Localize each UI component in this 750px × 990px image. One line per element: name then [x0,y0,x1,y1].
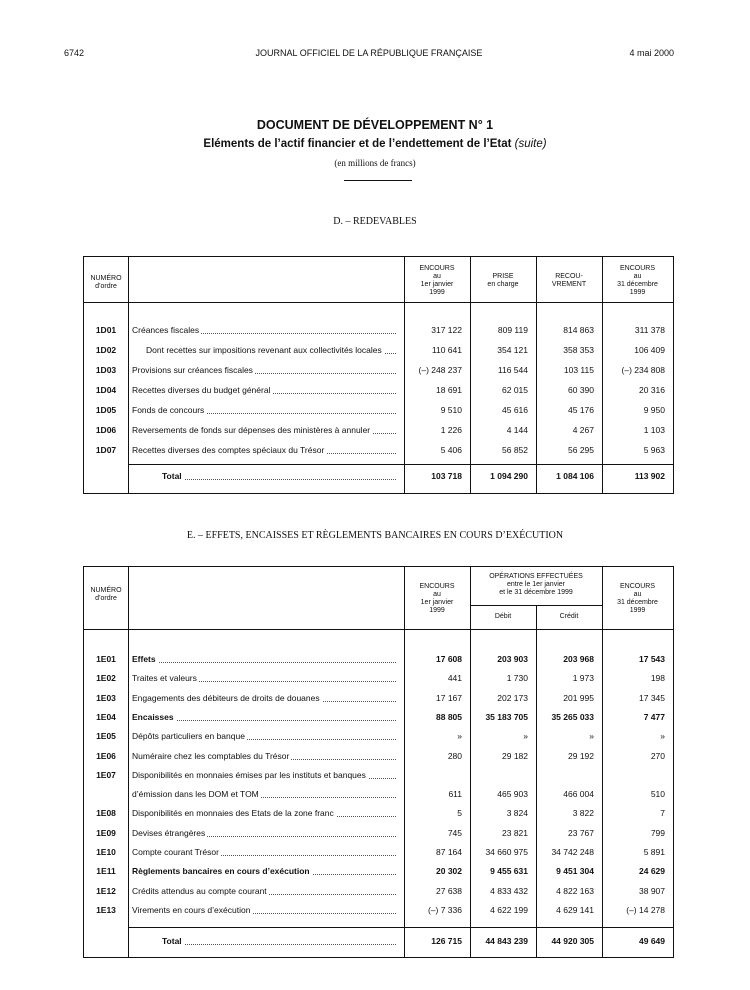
row-label [132,709,398,725]
row-label-text: Créances fiscales [132,325,200,335]
table-row [84,786,673,802]
row-label-text: Effets [132,654,156,664]
value-c1: 5 [457,808,462,819]
row-label-text: Provisions sur créances fiscales [132,365,253,375]
value-c2: 3 824 [506,808,528,819]
value-c1: 611 [448,789,462,800]
table-row [84,342,673,358]
value-c1: 17 167 [436,692,462,703]
row-label [132,844,398,860]
value-c1: 9 510 [440,405,462,415]
value-c4: (–) 14 278 [626,904,665,915]
table-row [84,883,673,899]
row-label-text: Numéraire chez les comptables du Trésor [132,750,290,761]
value-c2: 354 121 [497,345,528,355]
value-c1: (–) 248 237 [418,365,462,375]
header-encours-fin: ENCOURS au 31 décembre 1999 [617,583,658,614]
total-c2: 44 843 239 [485,936,528,946]
value-c2: 465 903 [497,789,528,800]
document-unit: (en millions de francs) [334,158,416,168]
value-c3: 1 973 [572,673,594,684]
total-c3: 44 920 305 [551,936,594,946]
value-c1: 317 122 [431,325,462,335]
value-c1: 441 [447,673,462,684]
document-subtitle: Eléments de l’actif financier et de l’endettement de l’Etat (suite) [203,138,547,150]
row-label [132,902,398,918]
header-recouvrement: RECOU- VREMENT [551,273,587,288]
row-code: 1E05 [96,731,116,742]
value-c3: 203 968 [563,654,594,664]
value-c3: 4 629 141 [556,904,594,915]
value-c3: 34 742 248 [551,847,594,857]
value-c2: 1 730 [506,673,528,684]
value-c3: 29 192 [568,750,594,761]
row-label-text: Recettes diverses des comptes spéciaux du Trésor [132,445,325,455]
value-c2: 203 903 [497,654,528,664]
value-c3 [536,767,594,783]
value-c1: 745 [447,827,462,838]
header-credit: Crédit [559,613,579,620]
row-label-text: d’émission dans les DOM et TOM [132,789,259,800]
value-c4: 106 409 [634,345,665,355]
value-c2: 4 144 [506,425,528,435]
header-numero: NUMÉRO d’ordre [90,587,122,602]
value-c2: 29 182 [502,750,528,761]
value-c2: 116 544 [497,365,528,375]
row-code: 1E06 [96,750,116,761]
value-c2: » [523,731,528,742]
value-c4: 7 477 [643,711,665,722]
value-c3: 466 004 [563,789,594,800]
row-code: 1D07 [95,445,117,455]
row-label [132,883,398,899]
value-c3: 201 995 [563,692,594,703]
row-label-text: Reversements de fonds sur dépenses des ministères à annuler [132,425,371,435]
row-label-text: Traites et valeurs [132,673,197,684]
row-code: 1E04 [96,711,116,722]
table-row [84,863,673,879]
row-code: 1E02 [96,673,116,684]
value-c1: 88 805 [436,711,462,722]
value-c3: 35 265 033 [551,711,594,722]
value-c4: 5 891 [643,847,665,857]
page-number: 6742 [64,48,85,58]
row-label-text: Dépôts particuliers en banque [132,731,245,742]
table-row [84,805,673,821]
value-c3: 358 353 [563,345,594,355]
header-encours-fin: ENCOURS au 31 décembre 1999 [617,265,658,296]
value-c3: 23 767 [568,827,594,838]
row-label [132,382,398,398]
row-code: 1D02 [95,345,117,355]
row-label-text: Virements en cours d’exécution [132,904,251,915]
total-c3: 1 084 106 [556,471,594,481]
value-c3: 3 822 [572,808,594,819]
row-label [132,442,398,458]
table-row [84,442,673,458]
total-label-text: Total [162,471,182,481]
value-c1: 5 406 [440,445,462,455]
row-label-text: Recettes diverses du budget général [132,385,271,395]
row-code [84,786,128,802]
header-numero: NUMÉRO d’ordre [90,275,122,290]
value-c2: 45 616 [502,405,528,415]
value-c1: 18 691 [436,385,462,395]
value-c2: 4 622 199 [490,904,528,915]
row-code: 1D01 [95,325,117,335]
value-c4: 9 950 [643,405,665,415]
table-row [84,362,673,378]
redevables-table [83,256,674,494]
row-code: 1D04 [95,385,117,395]
row-label [132,728,398,744]
value-c4: 17 345 [639,692,665,703]
row-label-text: Disponibilités en monnaies émises par les instituts et banques [132,769,366,780]
row-label-text: Devises étrangères [132,827,206,838]
header-operations: OPÉRATIONS EFFECTUÉES entre le 1er janvier et le 31 décembre 1999 [489,573,583,596]
value-c2: 35 183 705 [485,711,528,722]
value-c3: 60 390 [568,385,594,395]
value-c2: 9 455 631 [490,866,528,877]
row-label-text: Compte courant Trésor [132,847,219,857]
row-label [132,748,398,764]
value-c2: 56 852 [502,445,528,455]
total-c1: 103 718 [431,471,462,481]
row-label [132,651,398,667]
value-c4: 7 [660,808,665,819]
row-code: 1E08 [96,808,116,819]
value-c3: 45 176 [568,405,594,415]
total-c4: 113 902 [634,471,665,481]
document-title: DOCUMENT DE DÉVELOPPEMENT N° 1 [256,118,494,132]
table-row [84,844,673,860]
value-c4: 38 907 [639,885,665,896]
section-e-title: E. – EFFETS, ENCAISSES ET RÈGLEMENTS BANCAIRES EN COURS D’EXÉCUTION [186,530,564,541]
value-c4: 270 [650,750,665,761]
row-code: 1E11 [96,866,116,877]
value-c2 [470,767,528,783]
value-c1: » [457,731,462,742]
row-label [132,690,398,706]
table-row [84,422,673,438]
value-c3: 56 295 [568,445,594,455]
value-c2: 23 821 [502,827,528,838]
leader-dots [162,944,396,945]
row-label [132,863,398,879]
value-c3: 9 451 304 [556,866,594,877]
value-c2: 34 660 975 [485,847,528,857]
row-label-text: Crédits attendus au compte courant [132,885,267,896]
journal-title: JOURNAL OFFICIEL DE LA RÉPUBLIQUE FRANÇAISE [255,48,483,58]
row-code: 1E01 [96,654,116,664]
value-c3: » [589,731,594,742]
header-encours-debut: ENCOURS au 1er janvier 1999 [419,265,455,296]
value-c4: 799 [650,827,665,838]
table-row [84,825,673,841]
row-code: 1E03 [96,692,116,703]
row-label [132,422,398,438]
table-row [84,767,673,783]
row-label [132,825,398,841]
value-c3: 814 863 [563,325,594,335]
value-c2: 62 015 [502,385,528,395]
row-label-text: Encaisses [132,711,174,722]
row-label [132,767,398,783]
row-label-text: Dont recettes sur impositions revenant aux collectivités locales [146,345,382,355]
value-c2: 809 119 [497,325,528,335]
row-label-text: Fonds de concours [132,405,205,415]
row-code: 1D03 [95,365,117,375]
header-encours-debut: ENCOURS au 1er janvier 1999 [419,583,455,614]
page-header [64,48,674,62]
value-c4: 510 [650,789,665,800]
row-code: 1E10 [96,847,116,857]
total-row [84,468,673,484]
table-row [84,382,673,398]
total-c1: 126 715 [431,936,462,946]
value-c2: 202 173 [497,692,528,703]
value-c4: 198 [650,673,665,684]
value-c1: 110 641 [431,345,462,355]
value-c4: 311 378 [634,325,665,335]
table-row [84,709,673,725]
value-c2: 4 833 432 [490,885,528,896]
row-code: 1E12 [96,885,116,896]
value-c3: 103 115 [563,365,594,375]
value-c3: 4 267 [572,425,594,435]
value-c4: 20 316 [639,385,665,395]
value-c1: 1 226 [440,425,462,435]
value-c1: 20 302 [436,866,462,877]
row-code: 1E13 [96,904,116,915]
value-c1: 17 608 [436,654,462,664]
value-c1: 280 [447,750,462,761]
publication-date: 4 mai 2000 [629,48,674,58]
table-row [84,322,673,338]
row-label-text: Engagements des débiteurs de droits de douanes [132,692,320,703]
value-c3: 4 822 163 [556,885,594,896]
value-c4: (–) 234 808 [621,365,665,375]
value-c1: 87 164 [436,847,462,857]
total-label [162,468,398,484]
table-row [84,670,673,686]
effets-encaisses-table [83,566,674,958]
table-row [84,902,673,918]
section-d-title: D. – REDEVABLES [333,216,417,227]
row-label [146,342,398,358]
row-code: 1D06 [95,425,117,435]
value-c4: » [660,731,665,742]
value-c4 [602,767,665,783]
table-row [84,690,673,706]
row-label-text: Disponibilités en monnaies des Etats de la zone franc [132,808,334,819]
row-label [132,670,398,686]
total-label [162,933,398,949]
value-c1: 27 638 [436,885,462,896]
row-code: 1E07 [96,769,116,780]
row-label-text: Règlements bancaires en cours d’exécution [132,866,310,877]
total-label-text: Total [162,936,182,946]
row-label [132,322,398,338]
row-code: 1D05 [95,405,117,415]
value-c4: 1 103 [643,425,665,435]
leader-dots [132,662,396,663]
table-row [84,402,673,418]
row-label [132,805,398,821]
table-row [84,728,673,744]
leader-dots [162,479,396,480]
value-c1 [404,767,462,783]
value-c1: (–) 7 336 [427,904,462,915]
row-label [132,402,398,418]
table-row [84,651,673,667]
value-c4: 24 629 [639,866,665,877]
table-row [84,748,673,764]
row-label [132,362,398,378]
header-debit: Débit [494,613,512,620]
value-c4: 5 963 [643,445,665,455]
row-label [132,786,398,802]
total-c4: 49 649 [639,936,665,946]
row-code: 1E09 [96,827,116,838]
title-rule [344,180,412,181]
total-row [84,933,673,949]
value-c4: 17 543 [639,654,665,664]
total-c2: 1 094 290 [490,471,528,481]
header-prise-en-charge: PRISE en charge [487,273,519,288]
